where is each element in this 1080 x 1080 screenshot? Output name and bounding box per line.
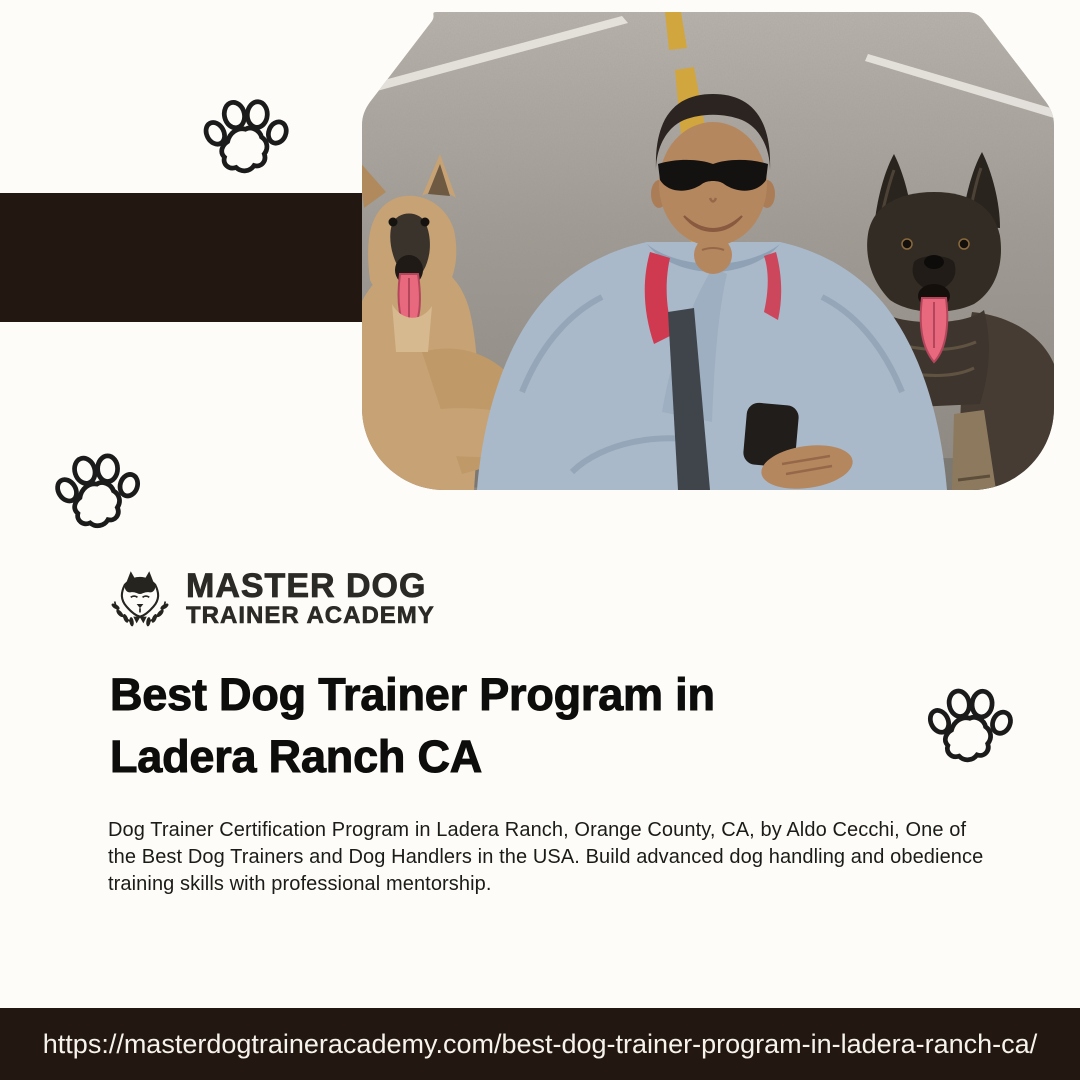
url-bar xyxy=(0,1008,1080,1080)
page-url[interactable]: https://masterdogtraineracademy.com/best-dog-trainer-program-in-ladera-ranch-ca/ xyxy=(42,1028,1038,1059)
hero-photo-illustration xyxy=(362,12,1054,490)
page-title xyxy=(110,664,910,788)
description-line: training skills with professional mentorship. xyxy=(108,873,492,895)
description-line: the Best Dog Trainers and Dog Handlers in the USA. Build advanced dog handling and obedience xyxy=(108,846,984,868)
logo xyxy=(108,566,435,632)
description xyxy=(108,817,1048,898)
logo-wordmark xyxy=(186,569,435,628)
accent-band xyxy=(0,193,363,322)
description-line: Dog Trainer Certification Program in Ladera Ranch, Orange County, CA, by Aldo Cecchi, One of xyxy=(108,819,967,841)
dog-head-laurel-icon xyxy=(108,566,172,632)
page-title-line2: Ladera Ranch CA xyxy=(110,731,483,782)
paw-print-icon xyxy=(191,83,296,192)
hero-photo xyxy=(362,12,1054,490)
page-title-line1: Best Dog Trainer Program in xyxy=(110,669,715,720)
paw-print-icon xyxy=(917,674,1019,780)
logo-name-line1: MASTER DOG xyxy=(186,567,427,606)
logo-name-line2: TRAINER ACADEMY xyxy=(186,602,435,630)
paw-print-icon xyxy=(40,436,151,551)
